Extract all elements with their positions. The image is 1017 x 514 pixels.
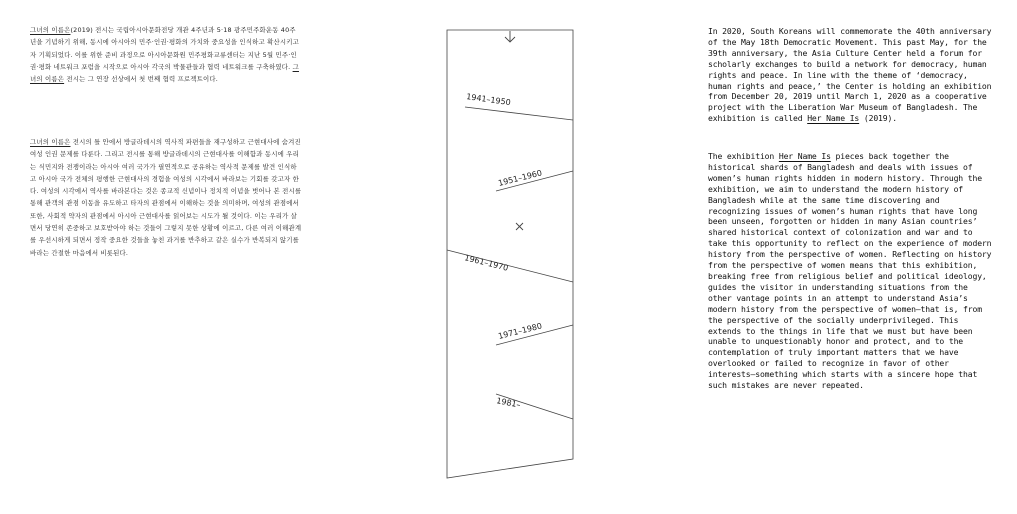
exhibition-title-ref: 그녀의 이름은 [30, 26, 71, 34]
english-body-text: pieces back together the historical shards of Bangladesh and deals with issues of women’s human rights hidden in modern history. Through the exhibition, we aim to understand the modern history of Bangladesh while at the same time discovering and recognizing issues of women’s human rights that have long been unseen, forgotten or hidden in many Asian countries’ shared historical context of colonization and war and to take this opportunity to reflect on the experience of modern history from the perspective of women. Reflecting on history from the perspective of women means that this exhibition, breaking free from religious belief and political ideology, guides the visitor in understanding situations from the other vantage points in an attempt to understand Asia’s modern history from the perspective of women—that is, from the perspective of the socially underprivileged. This extends to the things in life that we must but have been unable to unquestionably honor and protect, and to the contemplation of truly important matters that we have overlooked or failed to recognize in favor of other interests—something which starts with a sincere hope that such mistakes are never repeated. [708, 151, 992, 391]
english-intro-sentence-1: In 2020, South Koreans will commemorate the 40th anniversary of the May 18th Democratic Movement. This past May, for the 39th anniversary, the Asia Culture Center held a forum for scholarly exchanges to build a network for democracy, human rights and peace. In line with the theme of ‘democracy, human rights and peace,’ the Center is holding an exhibition from December 20, 2019 until March 1, 2020 as a cooperative project with the Liberation War Museum of Bangladesh. The exhibition is called [708, 26, 992, 124]
timeline-label: 1971–1980 [497, 321, 543, 341]
english-body-lead: The exhibition [708, 151, 775, 161]
exhibition-title-ref: Her Name Is [778, 151, 831, 161]
timeline-label: 1961–1970 [463, 253, 510, 273]
timeline-label: 1951–1960 [497, 168, 543, 188]
english-intro-sentence-2: (2019). [863, 113, 897, 124]
exhibition-title-ref: Her Name Is [807, 113, 860, 124]
cross-mark-icon [516, 223, 523, 230]
korean-body-text: 전시의 틀 안에서 방글라데시의 역사적 파편들을 재구성하고 근현대사에 숨겨진 여성 인권 문제를 다룬다. 그리고 전시를 통해 방글라데시의 근현대사를 이해함과 동시에 우리는 식민지와 전쟁이라는 아시아 여러 국가가 필연적으로 공유하는 역사적 문제를 발견 인식하고 아시아 국가 전체의 평행한 근현대사의 경험을 여성의 시각에서 바라보는 기회를 갖고자 한다. 여성의 시각에서 역사를 바라본다는 것은 종교적 신념이나 정치적 이념을 벗어나 본 전시를 통해 관객의 관점 이동을 유도하고 타자의 관점에서 이해하는 것을 의미하며, 여성의 관점에서 또한, 사회적 약자의 관점에서 아시아 근현대사를 읽어보는 시도가 될 것이다. 이는 우리가 살면서 당연히 존중하고 보호받아야 하는 것들이 그렇지 못한 상황에 이르고, 다른 여러 이해관계를 우선시하게 되면서 정작 중요한 것들을 놓친 과거를 반추하고 같은 실수가 반복되지 않기를 바라는 간절한 마음에서 비롯된다. [30, 138, 302, 257]
korean-intro-paragraph [30, 24, 302, 85]
timeline-divider-line [465, 107, 573, 120]
timeline-graphic-page [339, 0, 678, 510]
exhibition-title-ref: 그녀의 이름은 [30, 62, 299, 84]
english-text-page [678, 0, 1017, 510]
english-intro-paragraph [708, 26, 994, 124]
korean-body-paragraph [30, 136, 302, 259]
timeline-label: 1981– [495, 396, 522, 410]
english-body-paragraph [708, 151, 994, 391]
korean-intro-sentence-2: 전시는 그 연장 선상에서 첫 번째 협력 프로젝트이다. [66, 75, 219, 84]
timeline-label: 1941–1950 [465, 92, 512, 108]
korean-text-page [0, 0, 339, 510]
exhibition-title-ref: 그녀의 이름은 [30, 138, 71, 146]
down-arrow-icon [505, 31, 515, 42]
korean-intro-sentence-1: (2019) 전시는 국립아시아문화전당 개관 4주년과 5·18 광주민주화운동 40주년을 기념하기 위해, 동시에 아시아의 민주·인권·평화의 가치와 중요성을 인식하고 확산시키고자 기획되었다. 이를 위한 준비 과정으로 아시아문화원 민주평화교류센터는 지난 5월 민주·인권·평화 네트워크 포럼을 시작으로 아시아 각국의 박물관들과 협력 네트워크를 구축하였다. [30, 26, 299, 71]
timeline-graphic [339, 0, 678, 510]
